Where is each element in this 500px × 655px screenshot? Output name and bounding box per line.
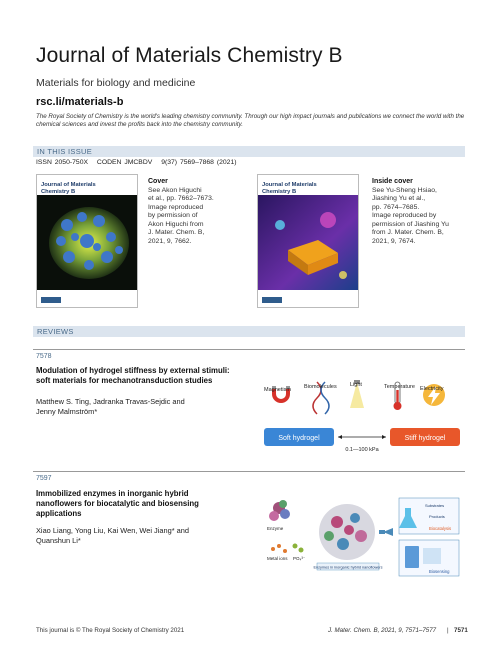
article-title[interactable] <box>36 366 230 386</box>
metal-ions-label: Metal ions <box>267 556 288 561</box>
divider <box>33 471 465 472</box>
substrates-label: Substrates <box>425 503 445 508</box>
products-label: Products <box>429 514 445 519</box>
cover-caption-line: Image reproduced by <box>372 212 437 219</box>
article-title-line: soft materials for mechanotransduction studies <box>36 376 213 385</box>
coden: CODEN JMCBDV <box>96 159 153 166</box>
stiffness-range: 0.1—100 kPa <box>345 447 379 453</box>
stimulus-label: Temperature <box>384 384 415 390</box>
inside-cover-image[interactable] <box>257 174 359 308</box>
volume-pages: 9(37) 7569–7868 (2021) <box>161 159 237 166</box>
reviews-bar: REVIEWS <box>33 326 465 337</box>
footer-citation: J. Mater. Chem. B, 2021, 9, 7571–7577 <box>328 627 437 634</box>
cover-caption-line: permission of Jiashing Yu <box>372 220 449 228</box>
cover-caption-line: et al., pp. 7662–7673. <box>148 195 214 202</box>
journal-title: Journal of Materials Chemistry B <box>36 44 343 67</box>
metal-ions-icon <box>271 544 287 553</box>
rsc-blurb: The Royal Society of Chemistry is the world's leading chemistry community. Through our high impact journals and publications we connect the world with the chemical sciences and invest the profits back into the chemistry community. <box>36 113 465 128</box>
article-title-line: Modulation of hydrogel stiffness by external stimuli: <box>36 366 230 375</box>
article-title-line: applications <box>36 509 82 518</box>
journal-subtitle: Materials for biology and medicine <box>36 77 196 89</box>
divider <box>33 349 465 350</box>
article-title[interactable] <box>36 489 199 519</box>
cover-caption-line: from J. Mater. Chem. B, <box>372 229 444 236</box>
cover-heading: Cover <box>148 178 168 185</box>
stiff-hydrogel-label: Stiff hydrogel <box>404 435 446 442</box>
journal-link[interactable]: rsc.li/materials-b <box>36 96 124 108</box>
in-this-issue-bar: IN THIS ISSUE <box>33 146 465 157</box>
rsc-logo <box>262 297 282 303</box>
cover-caption-line: 2021, 9, 7674. <box>372 237 416 245</box>
stimulus-label: Magnetism <box>264 387 291 393</box>
phosphate-icon <box>293 544 304 553</box>
biosensing-label: Biosensing <box>429 569 450 574</box>
rsc-logo <box>41 297 61 303</box>
cover-caption-line: J. Mater. Chem. B, <box>148 229 205 236</box>
footer-page-number: 7571 <box>454 627 468 634</box>
cover-caption-line: Akon Higuchi from <box>148 220 204 228</box>
enzyme-label: Enzyme <box>267 526 284 531</box>
inside-cover-heading: Inside cover <box>372 178 413 185</box>
stimulus-label: Light <box>350 382 362 388</box>
article-title-line: nanoflowers for biocatalytic and biosensing <box>36 499 199 508</box>
article-page-number: 7597 <box>36 475 52 482</box>
article-title-line: Immobilized enzymes in inorganic hybrid <box>36 489 189 498</box>
issn-line <box>36 159 243 166</box>
enzyme-icon <box>269 500 290 521</box>
author-line: Jenny Malmström* <box>36 406 98 416</box>
article-authors <box>36 397 185 416</box>
cover-journal-title: Journal of Materials Chemistry B <box>41 182 96 195</box>
cover-caption-line: See Yu-Sheng Hsiao, <box>372 186 437 194</box>
nanoflower-figure <box>265 494 465 579</box>
biocatalysis-label: Biocatalysis <box>429 526 452 531</box>
article-page-number: 7578 <box>36 353 52 360</box>
phosphate-label: PO₄³⁻ <box>293 556 306 561</box>
cover-artwork <box>258 195 358 290</box>
inside-cover-caption <box>372 178 449 246</box>
cover-caption-line: by permission of <box>148 212 198 219</box>
nanoflower-caption: Enzymes in inorganic hybrid nanoflowers <box>313 565 383 570</box>
hydrogel-figure <box>262 378 462 456</box>
cover-caption-line: pp. 7674–7685. <box>372 203 420 211</box>
soft-hydrogel-label: Soft hydrogel <box>278 435 320 442</box>
stimulus-label: Biomolecules <box>304 384 337 390</box>
front-cover-image[interactable] <box>36 174 138 308</box>
stimulus-label: Electricity <box>420 386 444 392</box>
issn: ISSN 2050-750X <box>36 159 89 166</box>
cover-caption-line: Image reproduced <box>148 203 204 211</box>
cover-artwork <box>37 195 137 290</box>
footer-separator: | <box>447 627 449 634</box>
cover-caption-line: 2021, 9, 7662. <box>148 237 192 245</box>
cover-caption-line: See Akon Higuchi <box>148 186 202 194</box>
cover-caption <box>148 178 214 246</box>
cover-caption-line: Jiashing Yu et al., <box>372 195 426 202</box>
cover-journal-title: Journal of Materials Chemistry B <box>262 182 317 195</box>
author-line: Quanshun Li* <box>36 535 81 545</box>
footer-copyright: This journal is © The Royal Society of Chemistry 2021 <box>36 627 185 634</box>
nanoflower-icon <box>319 504 375 560</box>
author-line: Matthew S. Ting, Jadranka Travas-Sejdic and <box>36 397 185 406</box>
article-authors <box>36 526 189 545</box>
author-line: Xiao Liang, Yong Liu, Kai Wen, Wei Jiang* and <box>36 526 189 535</box>
